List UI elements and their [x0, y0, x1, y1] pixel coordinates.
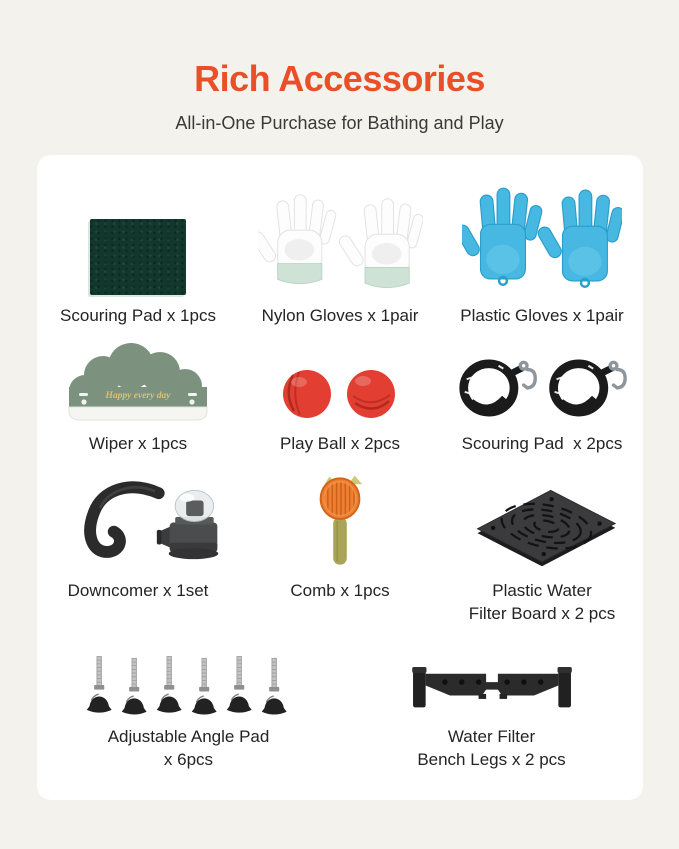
- item-wiper: [37, 345, 239, 455]
- item-label: Plastic Water: [492, 580, 592, 600]
- item-label: Scouring Pad x 2pcs: [461, 434, 623, 454]
- downcomer-image: [56, 475, 221, 570]
- wiper-engraving-text: Happy every day: [105, 391, 171, 402]
- play-ball-image: [281, 365, 399, 423]
- row-1: [37, 175, 643, 327]
- item-label: Scouring Pad x 1pcs: [60, 306, 216, 325]
- item-label: Nylon Gloves x 1pair: [261, 306, 419, 325]
- accessories-card: [37, 155, 643, 800]
- item-angle-pad: [37, 652, 340, 772]
- row-4: [37, 652, 643, 772]
- scouring-pad-image: [90, 219, 186, 295]
- page-title: Rich Accessories: [194, 58, 485, 99]
- item-play-ball: [239, 345, 441, 455]
- row-2: [37, 345, 643, 455]
- item-comb: [239, 470, 441, 626]
- row-3: [37, 470, 643, 626]
- item-bench-legs: [340, 652, 643, 772]
- item-leash: [441, 345, 643, 455]
- item-label-line2: Filter Board x 2 pcs: [468, 604, 616, 624]
- item-scouring-pad: [37, 175, 239, 327]
- filter-board-image: [467, 478, 617, 570]
- nylon-gloves-image: [258, 183, 423, 295]
- item-label: Plastic Gloves x 1pair: [460, 306, 624, 325]
- plastic-gloves-image: [462, 177, 622, 295]
- item-label-line2: x 6pcs: [163, 750, 214, 770]
- item-plastic-gloves: [441, 175, 643, 327]
- leash-image: [456, 351, 628, 423]
- item-label-line2: Bench Legs x 2 pcs: [417, 750, 566, 770]
- page-subtitle: All-in-One Purchase for Bathing and Play: [175, 113, 504, 133]
- item-label: Play Ball x 2pcs: [280, 434, 400, 454]
- item-label: Adjustable Angle Pad: [107, 726, 270, 746]
- item-label: Water Filter: [447, 726, 536, 746]
- item-label: Wiper x 1pcs: [88, 434, 188, 454]
- comb-image: [309, 472, 371, 570]
- item-nylon-gloves: [239, 175, 441, 327]
- item-downcomer: [37, 470, 239, 626]
- item-label: Comb x 1pcs: [290, 580, 390, 600]
- bench-legs-image: [408, 660, 576, 716]
- item-label: Downcomer x 1set: [67, 580, 209, 600]
- angle-pad-image: [84, 654, 294, 716]
- item-filter-board: [441, 470, 643, 626]
- header: [0, 0, 679, 134]
- wiper-image: [63, 343, 213, 423]
